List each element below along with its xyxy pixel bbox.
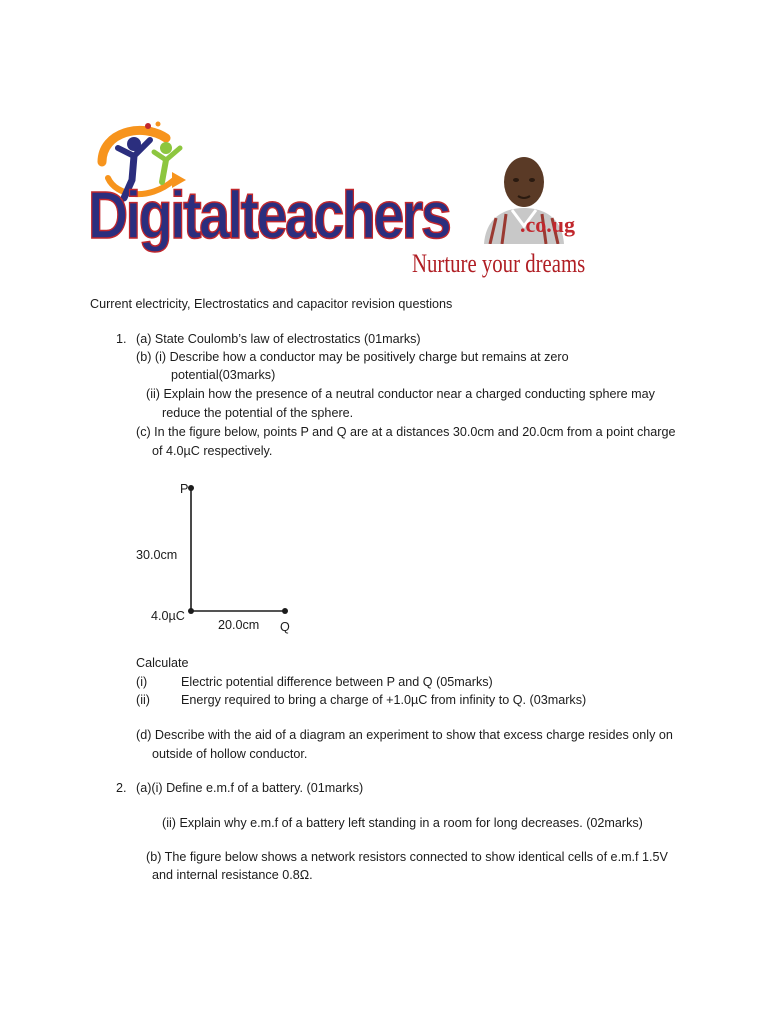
question-1b-i-line2: potential(03marks) <box>171 368 276 382</box>
question-1d-line2: outside of hollow conductor. <box>152 747 308 761</box>
question-2-number: 2. <box>116 781 127 795</box>
question-1c-line1: (c) In the figure below, points P and Q are at a distances 30.0cm and 20.0cm from a point charge <box>136 425 676 439</box>
question-1b-i-line1: (b) (i) Describe how a conductor may be positively charge but remains at zero <box>136 350 569 364</box>
figure-label-q: Q <box>280 620 290 634</box>
calculate-label: Calculate <box>136 656 189 670</box>
question-2b-line1: (b) The figure below shows a network resistors connected to show identical cells of e.m.f 1.5V <box>146 850 668 864</box>
question-1-number: 1. <box>116 332 127 346</box>
question-1c-line2: of 4.0µC respectively. <box>152 444 273 458</box>
calc-item-text: Electric potential difference between P and Q (05marks) <box>181 675 493 689</box>
figure-label-horizontal: 20.0cm <box>218 618 260 632</box>
calc-item-text: Energy required to bring a charge of +1.0µC from infinity to Q. (03marks) <box>181 693 587 707</box>
calc-item-number: (ii) <box>136 693 150 707</box>
question-2b-line2: and internal resistance 0.8Ω. <box>152 868 313 882</box>
question-1b-ii-line2: reduce the potential of the sphere. <box>162 406 354 420</box>
point-p-dot <box>188 485 194 491</box>
point-q-dot <box>282 608 288 614</box>
logo-wordmark: Digitalteachers <box>88 178 450 253</box>
question-1a: (a) State Coulomb’s law of electrostatics (01marks) <box>136 332 421 346</box>
question-1b-ii-line1: (ii) Explain how the presence of a neutral conductor near a charged conducting sphere may <box>146 387 655 401</box>
logo-slogan: Nurture your dreams <box>412 249 586 278</box>
question-2a-ii: (ii) Explain why e.m.f of a battery left standing in a room for long decreases. (02marks) <box>162 816 643 830</box>
charge-dot <box>188 608 194 614</box>
question-1d-line1: (d) Describe with the aid of a diagram an experiment to show that excess charge resides only on <box>136 728 673 742</box>
figure-label-vertical: 30.0cm <box>136 548 178 562</box>
calc-item-number: (i) <box>136 675 148 689</box>
document-title: Current electricity, Electrostatics and capacitor revision questions <box>90 297 453 311</box>
logo-domain: .co.ug <box>520 212 575 237</box>
figure-label-charge: 4.0µC <box>151 609 185 623</box>
figure-label-p: P <box>180 482 189 496</box>
question-2a-i: (a)(i) Define e.m.f of a battery. (01marks) <box>136 781 364 795</box>
